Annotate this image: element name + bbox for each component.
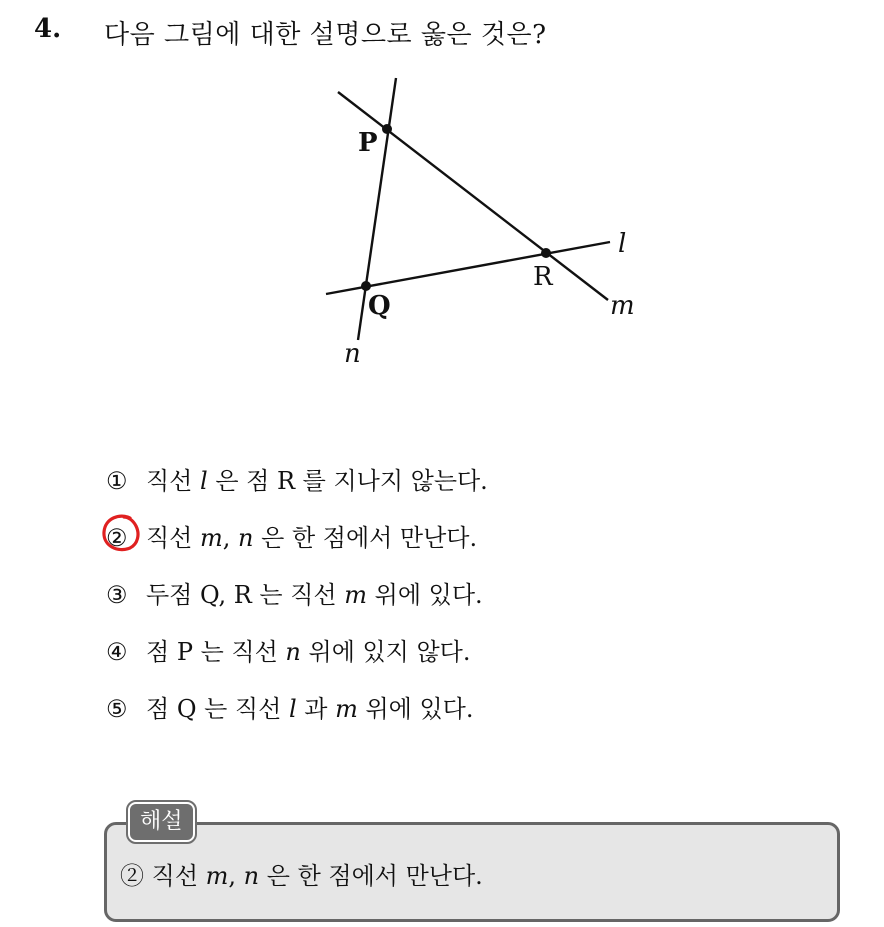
choice-text: 점 Q 는 직선 l 과 m 위에 있다. <box>146 694 474 723</box>
choice-5[interactable] <box>106 680 488 737</box>
point-P <box>382 124 392 134</box>
choice-3[interactable] <box>106 566 488 623</box>
answer-choices <box>106 452 488 737</box>
choice-number: ④ <box>106 637 128 666</box>
choice-text: 두점 Q, R 는 직선 m 위에 있다. <box>146 580 483 609</box>
choice-1[interactable] <box>106 452 488 509</box>
label-n: n <box>344 339 361 369</box>
choice-text: 직선 l 은 점 R 를 지나지 않는다. <box>146 466 488 495</box>
choice-number: ① <box>106 466 128 495</box>
geometry-figure <box>300 70 660 380</box>
choice-number: ⑤ <box>106 694 128 723</box>
choice-4[interactable] <box>106 623 488 680</box>
label-R: R <box>533 262 553 292</box>
choice-number: ③ <box>106 580 128 609</box>
label-Q: Q <box>368 291 391 321</box>
choice-text: 직선 m, n 은 한 점에서 만난다. <box>146 523 478 552</box>
label-m: m <box>610 291 635 321</box>
choice-2[interactable] <box>106 509 488 566</box>
label-l: l <box>618 229 627 259</box>
choice-number: ② <box>106 520 146 556</box>
point-Q <box>361 281 371 291</box>
question-text: 다음 그림에 대한 설명으로 옳은 것은? <box>104 20 547 50</box>
explanation-text: ② 직선 m, n 은 한 점에서 만난다. <box>120 862 483 890</box>
choice-text: 점 P 는 직선 n 위에 있지 않다. <box>146 637 471 666</box>
label-P: P <box>358 128 378 158</box>
question-number: 4. <box>34 14 62 44</box>
point-R <box>541 248 551 258</box>
explanation-label: 해설 <box>128 802 195 842</box>
